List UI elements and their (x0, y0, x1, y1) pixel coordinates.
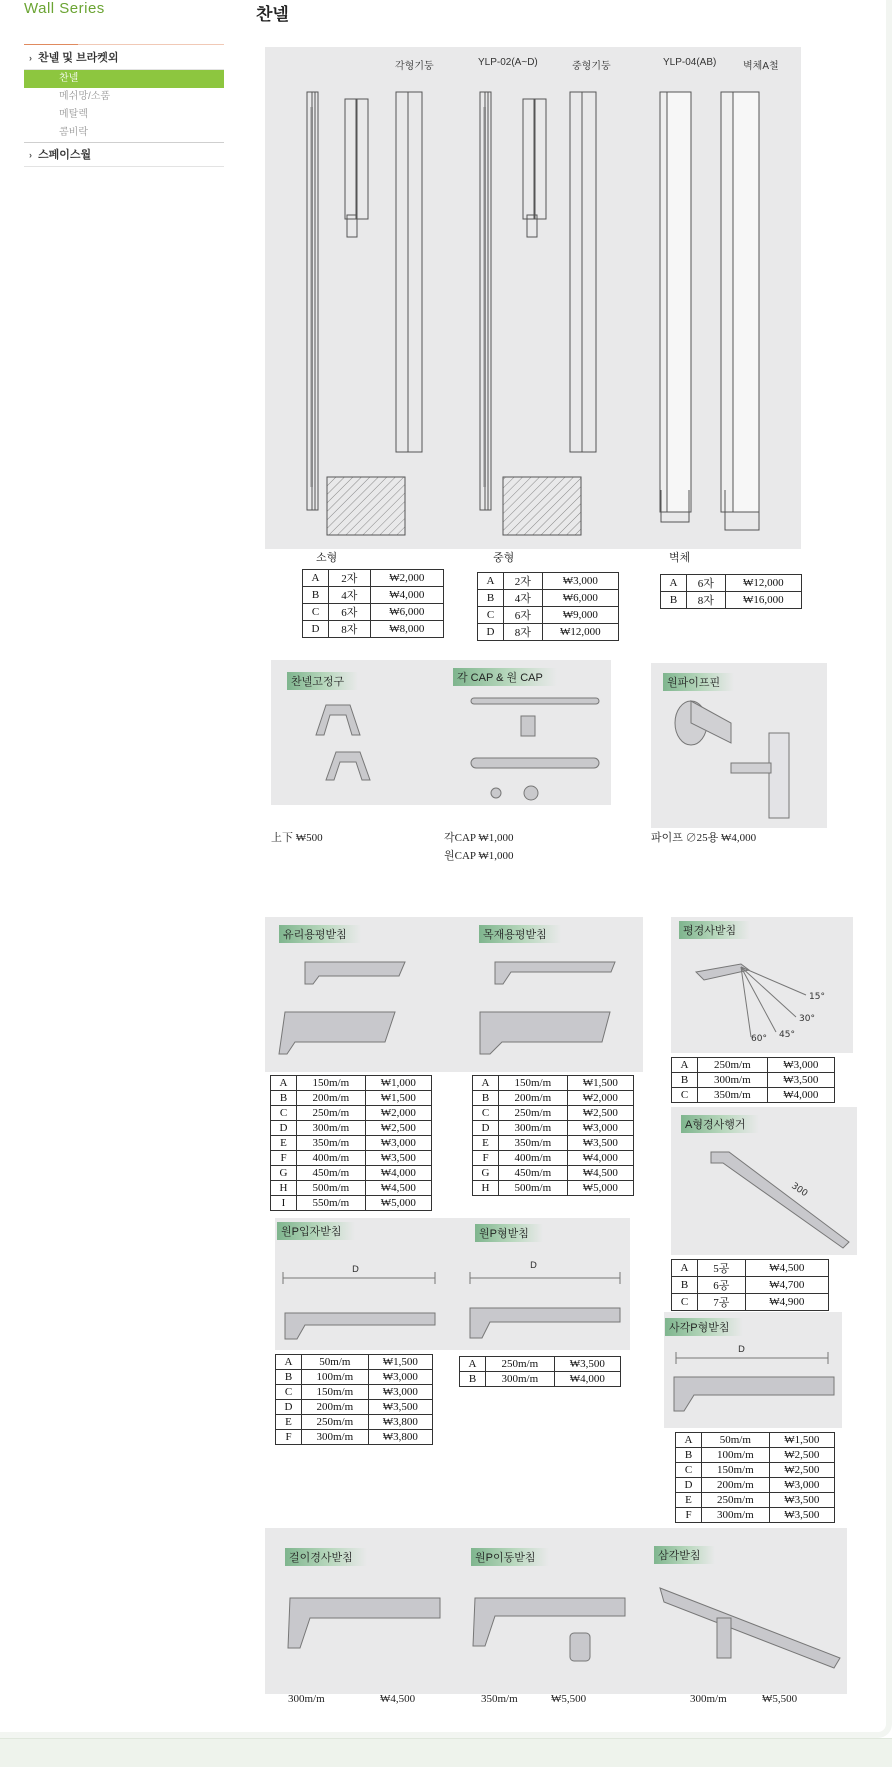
row-code: A (676, 1433, 702, 1448)
row-price: ₩12,000 (725, 575, 801, 592)
row-size: 300m/m (702, 1508, 770, 1523)
flat-bracket-panel (265, 917, 643, 1072)
table-row (271, 1121, 432, 1136)
price-table-a-hanger (671, 1259, 829, 1311)
row-code: D (276, 1400, 302, 1415)
panel-label: 원P형받침 (475, 1224, 543, 1242)
table-row (661, 575, 802, 592)
row-code: E (473, 1136, 499, 1151)
dim-label: D (530, 1261, 537, 1271)
row-code: B (276, 1370, 302, 1385)
row-size: 500m/m (499, 1181, 568, 1196)
pipe-pin-drawing (651, 663, 827, 828)
row-size: 7공 (698, 1294, 746, 1311)
row-code: C (676, 1463, 702, 1478)
row-size: 50m/m (702, 1433, 770, 1448)
row-size: 450m/m (499, 1166, 568, 1181)
row-code: E (276, 1415, 302, 1430)
group-caption-small: 소형 (316, 552, 338, 564)
row-code: A (460, 1357, 486, 1372)
table-row (676, 1493, 835, 1508)
table-row (303, 587, 444, 604)
page-title: 찬넬 (256, 5, 289, 24)
bottom-price: ₩5,500 (762, 1693, 798, 1705)
price-table-wood-bracket (472, 1075, 634, 1196)
caption-square-cap-price: 각CAP ₩1,000 (444, 832, 514, 844)
table-row (473, 1151, 634, 1166)
row-price: ₩8,000 (370, 621, 443, 638)
row-code: C (672, 1088, 698, 1103)
row-code: C (473, 1106, 499, 1121)
row-price: ₩1,500 (365, 1091, 431, 1106)
table-row (676, 1433, 835, 1448)
table-row (473, 1091, 634, 1106)
panel-label: 원파이프핀 (663, 673, 734, 691)
table-row (271, 1076, 432, 1091)
a-hanger-panel (671, 1107, 857, 1255)
row-price: ₩4,500 (365, 1181, 431, 1196)
row-code: C (271, 1106, 297, 1121)
table-row (478, 624, 619, 641)
row-price: ₩3,500 (554, 1357, 620, 1372)
row-code: A (661, 575, 687, 592)
row-size: 300m/m (297, 1121, 366, 1136)
table-row (478, 573, 619, 590)
a-hanger-drawing (671, 1107, 857, 1255)
panel-label: 걸이경사받침 (285, 1548, 367, 1566)
row-size: 400m/m (297, 1151, 366, 1166)
flat-slant-panel (671, 917, 853, 1053)
row-code: C (672, 1294, 698, 1311)
row-code: G (271, 1166, 297, 1181)
channel-header: 벽체A철 (743, 61, 779, 72)
row-size: 250m/m (499, 1106, 568, 1121)
row-code: F (276, 1430, 302, 1445)
bottom-price: ₩5,500 (551, 1693, 587, 1705)
row-size: 250m/m (702, 1493, 770, 1508)
panel-label: 평경사받침 (679, 921, 750, 939)
row-code: D (478, 624, 504, 641)
row-price: ₩3,500 (769, 1493, 834, 1508)
row-size: 250m/m (297, 1106, 366, 1121)
row-size: 150m/m (302, 1385, 369, 1400)
channel-header: YLP-04(AB) (663, 57, 717, 68)
channel-image-panel (265, 47, 801, 549)
channel-header: 각형기둥 (395, 61, 434, 72)
row-price: ₩4,000 (365, 1166, 431, 1181)
row-code: B (478, 590, 504, 607)
row-size: 6공 (698, 1277, 746, 1294)
table-row (303, 604, 444, 621)
panel-label: 원P입자받침 (277, 1222, 355, 1240)
row-price: ₩3,000 (368, 1385, 432, 1400)
panel-label: 원P이동받침 (471, 1548, 549, 1566)
angle-label: 45° (779, 1030, 795, 1040)
panel-label: 사각P형받침 (665, 1318, 743, 1336)
row-size: 550m/m (297, 1196, 366, 1211)
bottom-bracket-panel (265, 1528, 847, 1694)
row-price: ₩3,500 (365, 1151, 431, 1166)
row-code: B (672, 1277, 698, 1294)
row-price: ₩4,500 (567, 1166, 633, 1181)
row-size: 8자 (504, 624, 543, 641)
row-size: 300m/m (698, 1073, 768, 1088)
bottom-size: 350m/m (481, 1693, 518, 1705)
bottom-size: 300m/m (288, 1693, 325, 1705)
row-price: ₩9,000 (542, 607, 618, 624)
row-code: B (460, 1372, 486, 1387)
bottom-size: 300m/m (690, 1693, 727, 1705)
row-size: 250m/m (302, 1415, 369, 1430)
row-size: 2자 (329, 570, 371, 587)
price-table-square-p (675, 1432, 835, 1523)
row-price: ₩3,800 (368, 1415, 432, 1430)
table-row (276, 1385, 433, 1400)
row-price: ₩2,000 (567, 1091, 633, 1106)
price-table-small (302, 569, 444, 638)
price-table-round-p (459, 1356, 621, 1387)
row-code: C (478, 607, 504, 624)
sidebar-rule (24, 44, 224, 45)
row-code: A (672, 1058, 698, 1073)
submenu-item-channel[interactable]: 찬넬 (24, 70, 224, 88)
square-p-drawing (664, 1312, 842, 1428)
row-size: 150m/m (702, 1463, 770, 1478)
row-price: ₩3,000 (769, 1478, 834, 1493)
angle-label: 60° (751, 1034, 767, 1044)
row-price: ₩3,500 (767, 1073, 834, 1088)
submenu-item-mesh[interactable]: 메쉬망/소품 (59, 91, 111, 102)
table-row (276, 1415, 433, 1430)
row-size: 6자 (504, 607, 543, 624)
menu-item-channel-bracket[interactable] (24, 46, 224, 70)
row-price: ₩5,000 (365, 1196, 431, 1211)
row-price: ₩2,500 (567, 1106, 633, 1121)
row-code: C (276, 1385, 302, 1400)
pipe-pin-panel (651, 663, 827, 828)
row-price: ₩4,000 (370, 587, 443, 604)
menu-item-space-wall[interactable] (24, 143, 224, 167)
row-size: 250m/m (698, 1058, 768, 1073)
table-row (473, 1136, 634, 1151)
table-row (478, 607, 619, 624)
round-p-drawing (275, 1218, 630, 1350)
row-code: B (271, 1091, 297, 1106)
row-price: ₩3,000 (368, 1370, 432, 1385)
row-code: D (676, 1478, 702, 1493)
panel-label: 삼각받침 (654, 1546, 715, 1564)
table-row (271, 1151, 432, 1166)
fixture-cap-panel (271, 660, 611, 805)
row-price: ₩3,000 (767, 1058, 834, 1073)
panel-label: 목재용평받침 (479, 925, 561, 943)
row-code: B (676, 1448, 702, 1463)
table-row (473, 1076, 634, 1091)
table-row (672, 1294, 829, 1311)
row-price: ₩3,500 (368, 1400, 432, 1415)
square-p-panel (664, 1312, 842, 1428)
price-table-glass-bracket (270, 1075, 432, 1211)
group-caption-wall: 벽체 (669, 552, 691, 564)
brand-title: Wall Series (24, 0, 105, 17)
row-size: 300m/m (302, 1430, 369, 1445)
table-row (676, 1478, 835, 1493)
row-price: ₩3,500 (769, 1508, 834, 1523)
menu-item-label: 스페이스월 (38, 149, 92, 161)
table-row (672, 1260, 829, 1277)
table-row (276, 1400, 433, 1415)
table-row (271, 1181, 432, 1196)
table-row (271, 1136, 432, 1151)
table-row (276, 1430, 433, 1445)
row-size: 350m/m (698, 1088, 768, 1103)
row-price: ₩4,700 (745, 1277, 828, 1294)
channel-header: YLP-02(A~D) (478, 57, 538, 68)
row-price: ₩16,000 (725, 592, 801, 609)
row-size: 200m/m (302, 1400, 369, 1415)
row-code: A (303, 570, 329, 587)
dim-label: 300 (789, 1181, 810, 1200)
group-caption-medium: 중형 (493, 552, 515, 564)
table-row (478, 590, 619, 607)
flat-slant-drawing (671, 917, 853, 1053)
panel-label: 각 CAP & 원 CAP (453, 668, 557, 686)
row-code: A (276, 1355, 302, 1370)
submenu-item-combi-lock[interactable]: 콤비락 (59, 127, 88, 138)
row-code: A (672, 1260, 698, 1277)
caption-fixture-price: 上下 ₩500 (271, 832, 323, 844)
table-row (672, 1073, 835, 1088)
row-size: 400m/m (499, 1151, 568, 1166)
chevron-right-icon: › (29, 53, 32, 63)
row-code: B (661, 592, 687, 609)
row-code: D (271, 1121, 297, 1136)
row-size: 350m/m (297, 1136, 366, 1151)
row-code: D (473, 1121, 499, 1136)
caption-round-cap-price: 원CAP ₩1,000 (444, 850, 514, 862)
row-size: 6자 (687, 575, 726, 592)
row-price: ₩4,000 (767, 1088, 834, 1103)
panel-label: A형경사행거 (681, 1115, 759, 1133)
row-code: B (473, 1091, 499, 1106)
panel-label: 유리용평받침 (279, 925, 361, 943)
row-code: F (271, 1151, 297, 1166)
bottom-bracket-drawing (265, 1528, 847, 1694)
table-row (276, 1355, 433, 1370)
table-row (271, 1091, 432, 1106)
row-size: 4자 (504, 590, 543, 607)
table-row (672, 1277, 829, 1294)
row-size: 300m/m (499, 1121, 568, 1136)
submenu-item-metal-rack[interactable]: 메탈렉 (59, 109, 88, 120)
table-row (271, 1106, 432, 1121)
row-size: 4자 (329, 587, 371, 604)
row-price: ₩3,000 (567, 1121, 633, 1136)
row-size: 200m/m (297, 1091, 366, 1106)
row-code: A (271, 1076, 297, 1091)
round-p-in-panel (275, 1218, 630, 1350)
flat-bracket-drawing (265, 917, 643, 1072)
row-price: ₩2,000 (370, 570, 443, 587)
row-price: ₩3,000 (542, 573, 618, 590)
row-size: 500m/m (297, 1181, 366, 1196)
row-price: ₩4,000 (567, 1151, 633, 1166)
row-price: ₩3,800 (368, 1430, 432, 1445)
table-row (676, 1448, 835, 1463)
table-row (276, 1370, 433, 1385)
row-price: ₩2,500 (769, 1448, 834, 1463)
table-row (672, 1058, 835, 1073)
row-size: 100m/m (702, 1448, 770, 1463)
panel-label: 찬넬고정구 (287, 672, 358, 690)
menu-item-label: 찬넬 및 브라켓외 (38, 52, 119, 64)
row-price: ₩6,000 (370, 604, 443, 621)
price-table-round-p-in (275, 1354, 433, 1445)
row-size: 200m/m (499, 1091, 568, 1106)
row-size: 8자 (329, 621, 371, 638)
table-row (672, 1088, 835, 1103)
dim-label: D (352, 1265, 359, 1275)
channel-header: 중형기둥 (572, 61, 611, 72)
row-price: ₩1,500 (567, 1076, 633, 1091)
row-size: 100m/m (302, 1370, 369, 1385)
row-price: ₩1,500 (769, 1433, 834, 1448)
row-code: G (473, 1166, 499, 1181)
row-code: A (473, 1076, 499, 1091)
table-row (271, 1196, 432, 1211)
table-row (473, 1121, 634, 1136)
row-size: 150m/m (297, 1076, 366, 1091)
row-code: I (271, 1196, 297, 1211)
row-code: C (303, 604, 329, 621)
row-price: ₩3,500 (567, 1136, 633, 1151)
table-row (473, 1106, 634, 1121)
row-size: 350m/m (499, 1136, 568, 1151)
channel-drawing (265, 47, 801, 549)
fixture-drawing (271, 660, 611, 805)
row-size: 150m/m (499, 1076, 568, 1091)
row-price: ₩6,000 (542, 590, 618, 607)
table-row (303, 621, 444, 638)
table-row (473, 1166, 634, 1181)
table-row (303, 570, 444, 587)
row-price: ₩5,000 (567, 1181, 633, 1196)
sidebar-menu (24, 46, 224, 167)
angle-label: 30° (799, 1014, 815, 1024)
row-price: ₩3,000 (365, 1136, 431, 1151)
price-table-wall (660, 574, 802, 609)
table-row (271, 1166, 432, 1181)
row-price: ₩2,500 (769, 1463, 834, 1478)
row-price: ₩2,500 (365, 1121, 431, 1136)
row-price: ₩1,500 (368, 1355, 432, 1370)
dim-label: D (738, 1345, 745, 1355)
row-size: 200m/m (702, 1478, 770, 1493)
footer-band (0, 1738, 892, 1767)
row-size: 2자 (504, 573, 543, 590)
angle-label: 15° (809, 992, 825, 1002)
price-table-medium (477, 572, 619, 641)
table-row (676, 1463, 835, 1478)
row-size: 8자 (687, 592, 726, 609)
caption-pipe-pin-price: 파이프 ∅25용 ₩4,000 (651, 832, 757, 844)
table-row (473, 1181, 634, 1196)
row-size: 5공 (698, 1260, 746, 1277)
row-price: ₩4,500 (745, 1260, 828, 1277)
row-price: ₩2,000 (365, 1106, 431, 1121)
row-price: ₩4,900 (745, 1294, 828, 1311)
row-code: A (478, 573, 504, 590)
row-code: E (271, 1136, 297, 1151)
row-price: ₩1,000 (365, 1076, 431, 1091)
row-code: F (473, 1151, 499, 1166)
row-code: B (672, 1073, 698, 1088)
table-row (661, 592, 802, 609)
row-size: 450m/m (297, 1166, 366, 1181)
row-price: ₩12,000 (542, 624, 618, 641)
row-size: 6자 (329, 604, 371, 621)
row-code: H (271, 1181, 297, 1196)
row-size: 300m/m (486, 1372, 555, 1387)
row-code: D (303, 621, 329, 638)
row-size: 250m/m (486, 1357, 555, 1372)
bottom-price: ₩4,500 (380, 1693, 416, 1705)
chevron-right-icon: › (29, 150, 32, 160)
row-code: B (303, 587, 329, 604)
price-table-flat-slant (671, 1057, 835, 1103)
table-row (676, 1508, 835, 1523)
row-size: 50m/m (302, 1355, 369, 1370)
row-code: F (676, 1508, 702, 1523)
row-code: H (473, 1181, 499, 1196)
table-row (460, 1357, 621, 1372)
row-code: E (676, 1493, 702, 1508)
row-price: ₩4,000 (554, 1372, 620, 1387)
table-row (460, 1372, 621, 1387)
